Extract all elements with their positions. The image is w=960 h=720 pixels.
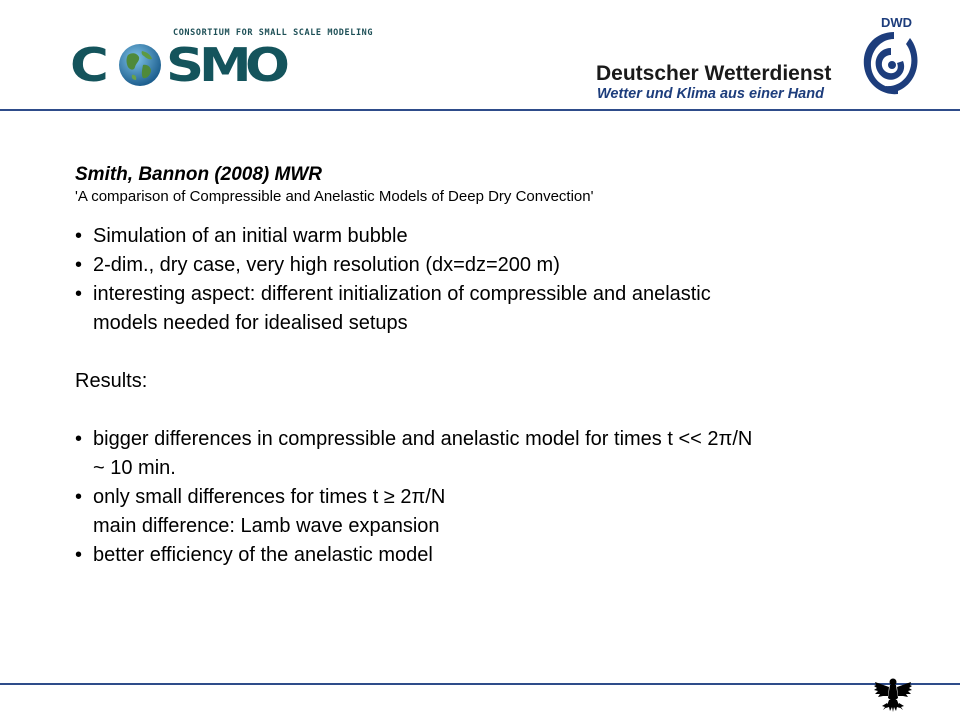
bullet-list-results bbox=[75, 425, 915, 570]
cosmo-letter-c: C bbox=[70, 38, 109, 92]
dwd-badge: DWD bbox=[880, 15, 912, 30]
reference-title: Smith, Bannon (2008) MWR bbox=[75, 164, 323, 185]
bullet-text: only small differences for times t ≥ 2π/N bbox=[93, 486, 446, 508]
bullet-text: 2-dim., dry case, very high resolution (dx=dz=200 m) bbox=[93, 254, 560, 276]
list-item bbox=[75, 280, 915, 338]
bullet-text-continued: models needed for idealised setups bbox=[93, 312, 408, 334]
footer-divider bbox=[0, 683, 960, 685]
dwd-logo bbox=[824, 14, 920, 102]
header-divider bbox=[0, 109, 960, 111]
globe-icon bbox=[118, 43, 162, 87]
dwd-slogan: Wetter und Klima aus einer Hand bbox=[597, 86, 824, 102]
cosmo-wordmark bbox=[70, 38, 290, 92]
bullet-text-continued: main difference: Lamb wave expansion bbox=[93, 515, 440, 537]
bullet-text: better efficiency of the anelastic model bbox=[93, 544, 433, 566]
list-item bbox=[75, 483, 915, 541]
list-item bbox=[75, 541, 915, 570]
slide-content bbox=[75, 162, 915, 570]
federal-eagle-icon bbox=[872, 676, 914, 716]
results-label: Results: bbox=[75, 370, 148, 392]
bullet-text-continued: ~ 10 min. bbox=[93, 457, 176, 479]
list-item bbox=[75, 222, 915, 251]
cosmo-letter-o: O bbox=[244, 38, 290, 92]
list-item bbox=[75, 425, 915, 483]
bullet-list-setup bbox=[75, 222, 915, 338]
cosmo-tagline: CONSORTIUM FOR SMALL SCALE MODELING bbox=[173, 28, 374, 38]
cosmo-letter-s: S bbox=[165, 38, 204, 92]
bullet-text: interesting aspect: different initialization of compressible and anelastic bbox=[93, 283, 711, 305]
bullet-text: Simulation of an initial warm bubble bbox=[93, 225, 408, 247]
cosmo-logo bbox=[70, 28, 374, 92]
list-item bbox=[75, 251, 915, 280]
bullet-text: bigger differences in compressible and anelastic model for times t << 2π/N bbox=[93, 428, 753, 450]
reference-subtitle: 'A comparison of Compressible and Anelastic Models of Deep Dry Convection' bbox=[75, 188, 594, 205]
cosmo-letter-m: M bbox=[198, 38, 252, 92]
dwd-name: Deutscher Wetterdienst bbox=[596, 62, 832, 85]
